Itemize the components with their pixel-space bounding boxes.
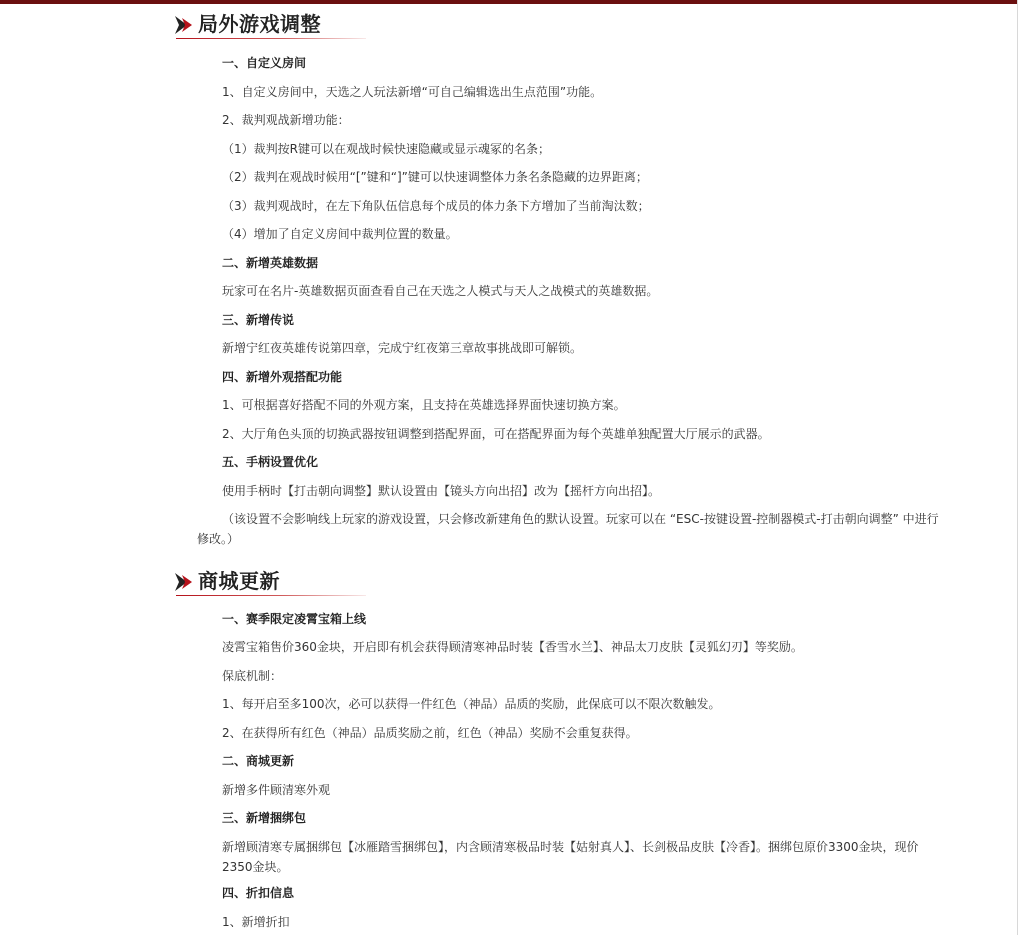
paragraph-line: 2、在获得所有红色（神品）品质奖励之前，红色（神品）奖励不会重复获得。 xyxy=(222,726,638,740)
controller-note: （该设置不会影响线上玩家的游戏设置，只会修改新建角色的默认设置。玩家可以在 “ESC-按键设置-控制器模式-打击朝向调整” 中进行修改。） xyxy=(197,512,939,546)
paragraph-line: 1、可根据喜好搭配不同的外观方案，且支持在英雄选择界面快速切换方案。 xyxy=(222,398,626,412)
section-header-game-adjustments xyxy=(174,11,374,39)
paragraph-line: （2）裁判在观战时候用“[”键和“]”键可以快速调整体力条名条隐藏的边界距离； xyxy=(222,170,648,184)
paragraph-line: 2、裁判观战新增功能： xyxy=(222,113,350,127)
section-title: 局外游戏调整 xyxy=(198,12,321,36)
subheading-season-chest: 一、赛季限定凌霄宝箱上线 xyxy=(222,612,367,626)
paragraph-line: 使用手柄时【打击朝向调整】默认设置由【镜头方向出招】改为【摇杆方向出招】。 xyxy=(222,484,661,498)
paragraph-line: 2、大厅角色头顶的切换武器按钮调整到搭配界面，可在搭配界面为每个英雄单独配置大厅展示的武器。 xyxy=(222,427,770,441)
paragraph-line: （3）裁判观战时，在左下角队伍信息每个成员的体力条下方增加了当前淘汰数； xyxy=(222,199,650,213)
paragraph-line: 新增多件顾清寒外观 xyxy=(222,783,331,797)
subheading-hero-data: 二、新增英雄数据 xyxy=(222,256,319,270)
paragraph-line: 新增宁红夜英雄传说第四章，完成宁红夜第三章故事挑战即可解锁。 xyxy=(222,341,583,355)
section-title-underline xyxy=(176,595,366,596)
subheading-outfit: 四、新增外观搭配功能 xyxy=(222,370,343,384)
paragraph-line: 玩家可在名片-英雄数据页面查看自己在天选之人模式与天人之战模式的英雄数据。 xyxy=(222,284,659,298)
subheading-controller: 五、手柄设置优化 xyxy=(222,455,319,469)
section-arrow-icon xyxy=(174,13,196,37)
bundle-note: 新增顾清寒专属捆绑包【冰雁踏雪捆绑包】，内含顾清寒极品时装【姑射真人】、长剑极品皮肤【冷香】。捆绑包原价3300金块，现价2350金块。 xyxy=(222,840,919,874)
paragraph-line: （4）增加了自定义房间中裁判位置的数量。 xyxy=(222,227,458,241)
paragraph-line: 保底机制： xyxy=(222,669,283,683)
subheading-bundle: 三、新增捆绑包 xyxy=(222,811,307,825)
subheading-custom-room: 一、自定义房间 xyxy=(222,56,307,70)
subheading-legend: 三、新增传说 xyxy=(222,313,295,327)
top-accent-bar xyxy=(0,0,1018,4)
paragraph-line: 1、自定义房间中，天选之人玩法新增“可自己编辑选出生点范围”功能。 xyxy=(222,85,603,99)
section-title: 商城更新 xyxy=(198,569,280,593)
subheading-shop-update: 二、商城更新 xyxy=(222,754,295,768)
subheading-discount: 四、折扣信息 xyxy=(222,886,295,900)
section-title-underline xyxy=(176,38,366,39)
section-header-shop-update xyxy=(174,568,374,596)
paragraph-line: 凌霄宝箱售价360金块，开启即有机会获得顾清寒神品时装【香雪水兰】、神品太刀皮肤【灵狐幻刃】等奖励。 xyxy=(222,640,803,654)
section-arrow-icon xyxy=(174,570,196,594)
paragraph-line: （1）裁判按R键可以在观战时候快速隐藏或显示魂冢的名条； xyxy=(222,142,550,156)
paragraph-line: 1、每开启至多100次，必可以获得一件红色（神品）品质的奖励，此保底可以不限次数触发。 xyxy=(222,697,721,711)
paragraph-line: 1、新增折扣 xyxy=(222,915,290,929)
